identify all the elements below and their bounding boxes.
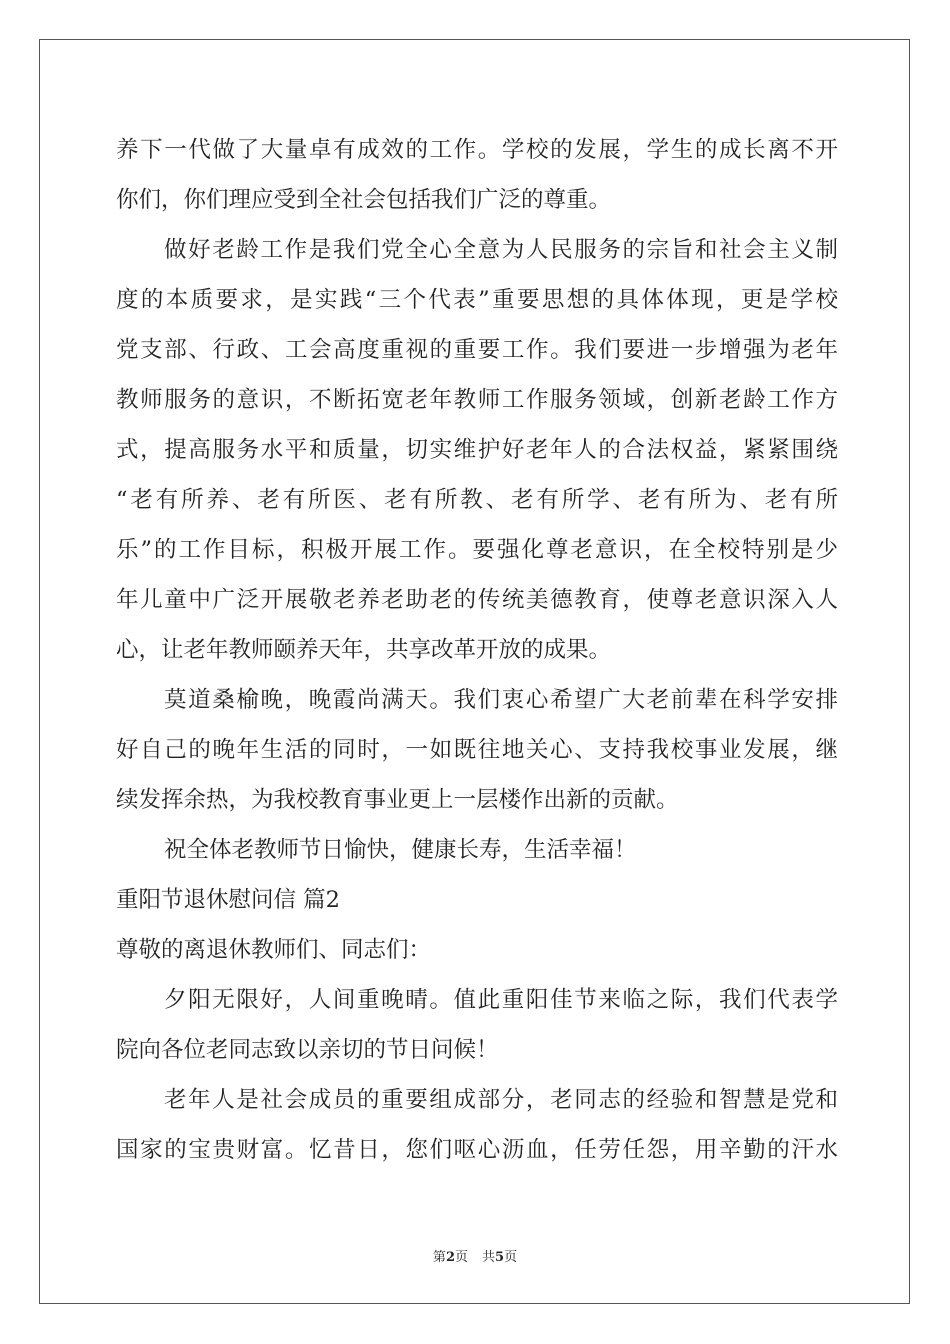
- text-line: 党支部、行政、工会高度重视的重要工作。我们要进一步增强为老年: [116, 337, 838, 363]
- text-line: 夕阳无限好，人间重晚晴。值此重阳佳节来临之际，我们代表学: [164, 987, 838, 1013]
- text-line: 好自己的晚年生活的同时，一如既往地关心、支持我校事业发展，继: [116, 737, 838, 763]
- text-line: 养下一代做了大量卓有成效的工作。学校的发展，学生的成长离不开: [116, 137, 838, 163]
- text-line: 做好老龄工作是我们党全心全意为人民服务的宗旨和社会主义制: [164, 237, 838, 263]
- text-line: 祝全体老教师节日愉快，健康长寿，生活幸福！: [164, 837, 637, 863]
- text-line: 续发挥余热，为我校教育事业更上一层楼作出新的贡献。: [116, 787, 679, 813]
- text-line: 国家的宝贵财富。忆昔日，您们呕心沥血，任劳任怨，用辛勤的汗水: [116, 1137, 838, 1163]
- text-line: 院向各位老同志致以亲切的节日问候！: [116, 1037, 499, 1063]
- document-body: [116, 125, 838, 1175]
- page-suffix: 页: [454, 1250, 468, 1265]
- text-line: 乐”的工作目标，积极开展工作。要强化尊老意识，在全校特别是少: [116, 537, 838, 563]
- page-footer: [0, 1246, 950, 1265]
- total-prefix: 共: [482, 1250, 496, 1265]
- text-line: 式，提高服务水平和质量，切实维护好老年人的合法权益，紧紧围绕: [116, 437, 838, 463]
- text-line: 教师服务的意识，不断拓宽老年教师工作服务领域，创新老龄工作方: [116, 387, 838, 413]
- page-number: 2: [445, 1250, 455, 1265]
- text-line: 度的本质要求，是实践“三个代表”重要思想的具体体现，更是学校: [116, 287, 838, 313]
- text-line: “老有所养、老有所医、老有所教、老有所学、老有所为、老有所: [116, 487, 838, 513]
- total-pages: 5: [495, 1250, 505, 1265]
- text-line: 心，让老年教师颐养天年，共享改革开放的成果。: [116, 637, 612, 663]
- section-heading: 重阳节退休慰问信 篇2: [116, 887, 340, 913]
- text-line: 你们，你们理应受到全社会包括我们广泛的尊重。: [116, 187, 612, 213]
- page-prefix: 第: [432, 1250, 446, 1265]
- salutation: 尊敬的离退休教师们、同志们：: [116, 937, 432, 963]
- text-line: 莫道桑榆晚，晚霞尚满天。我们衷心希望广大老前辈在科学安排: [164, 687, 838, 713]
- text-line: 老年人是社会成员的重要组成部分，老同志的经验和智慧是党和: [164, 1087, 838, 1113]
- text-line: 年儿童中广泛开展敬老养老助老的传统美德教育，使尊老意识深入人: [116, 587, 838, 613]
- total-suffix: 页: [504, 1250, 518, 1265]
